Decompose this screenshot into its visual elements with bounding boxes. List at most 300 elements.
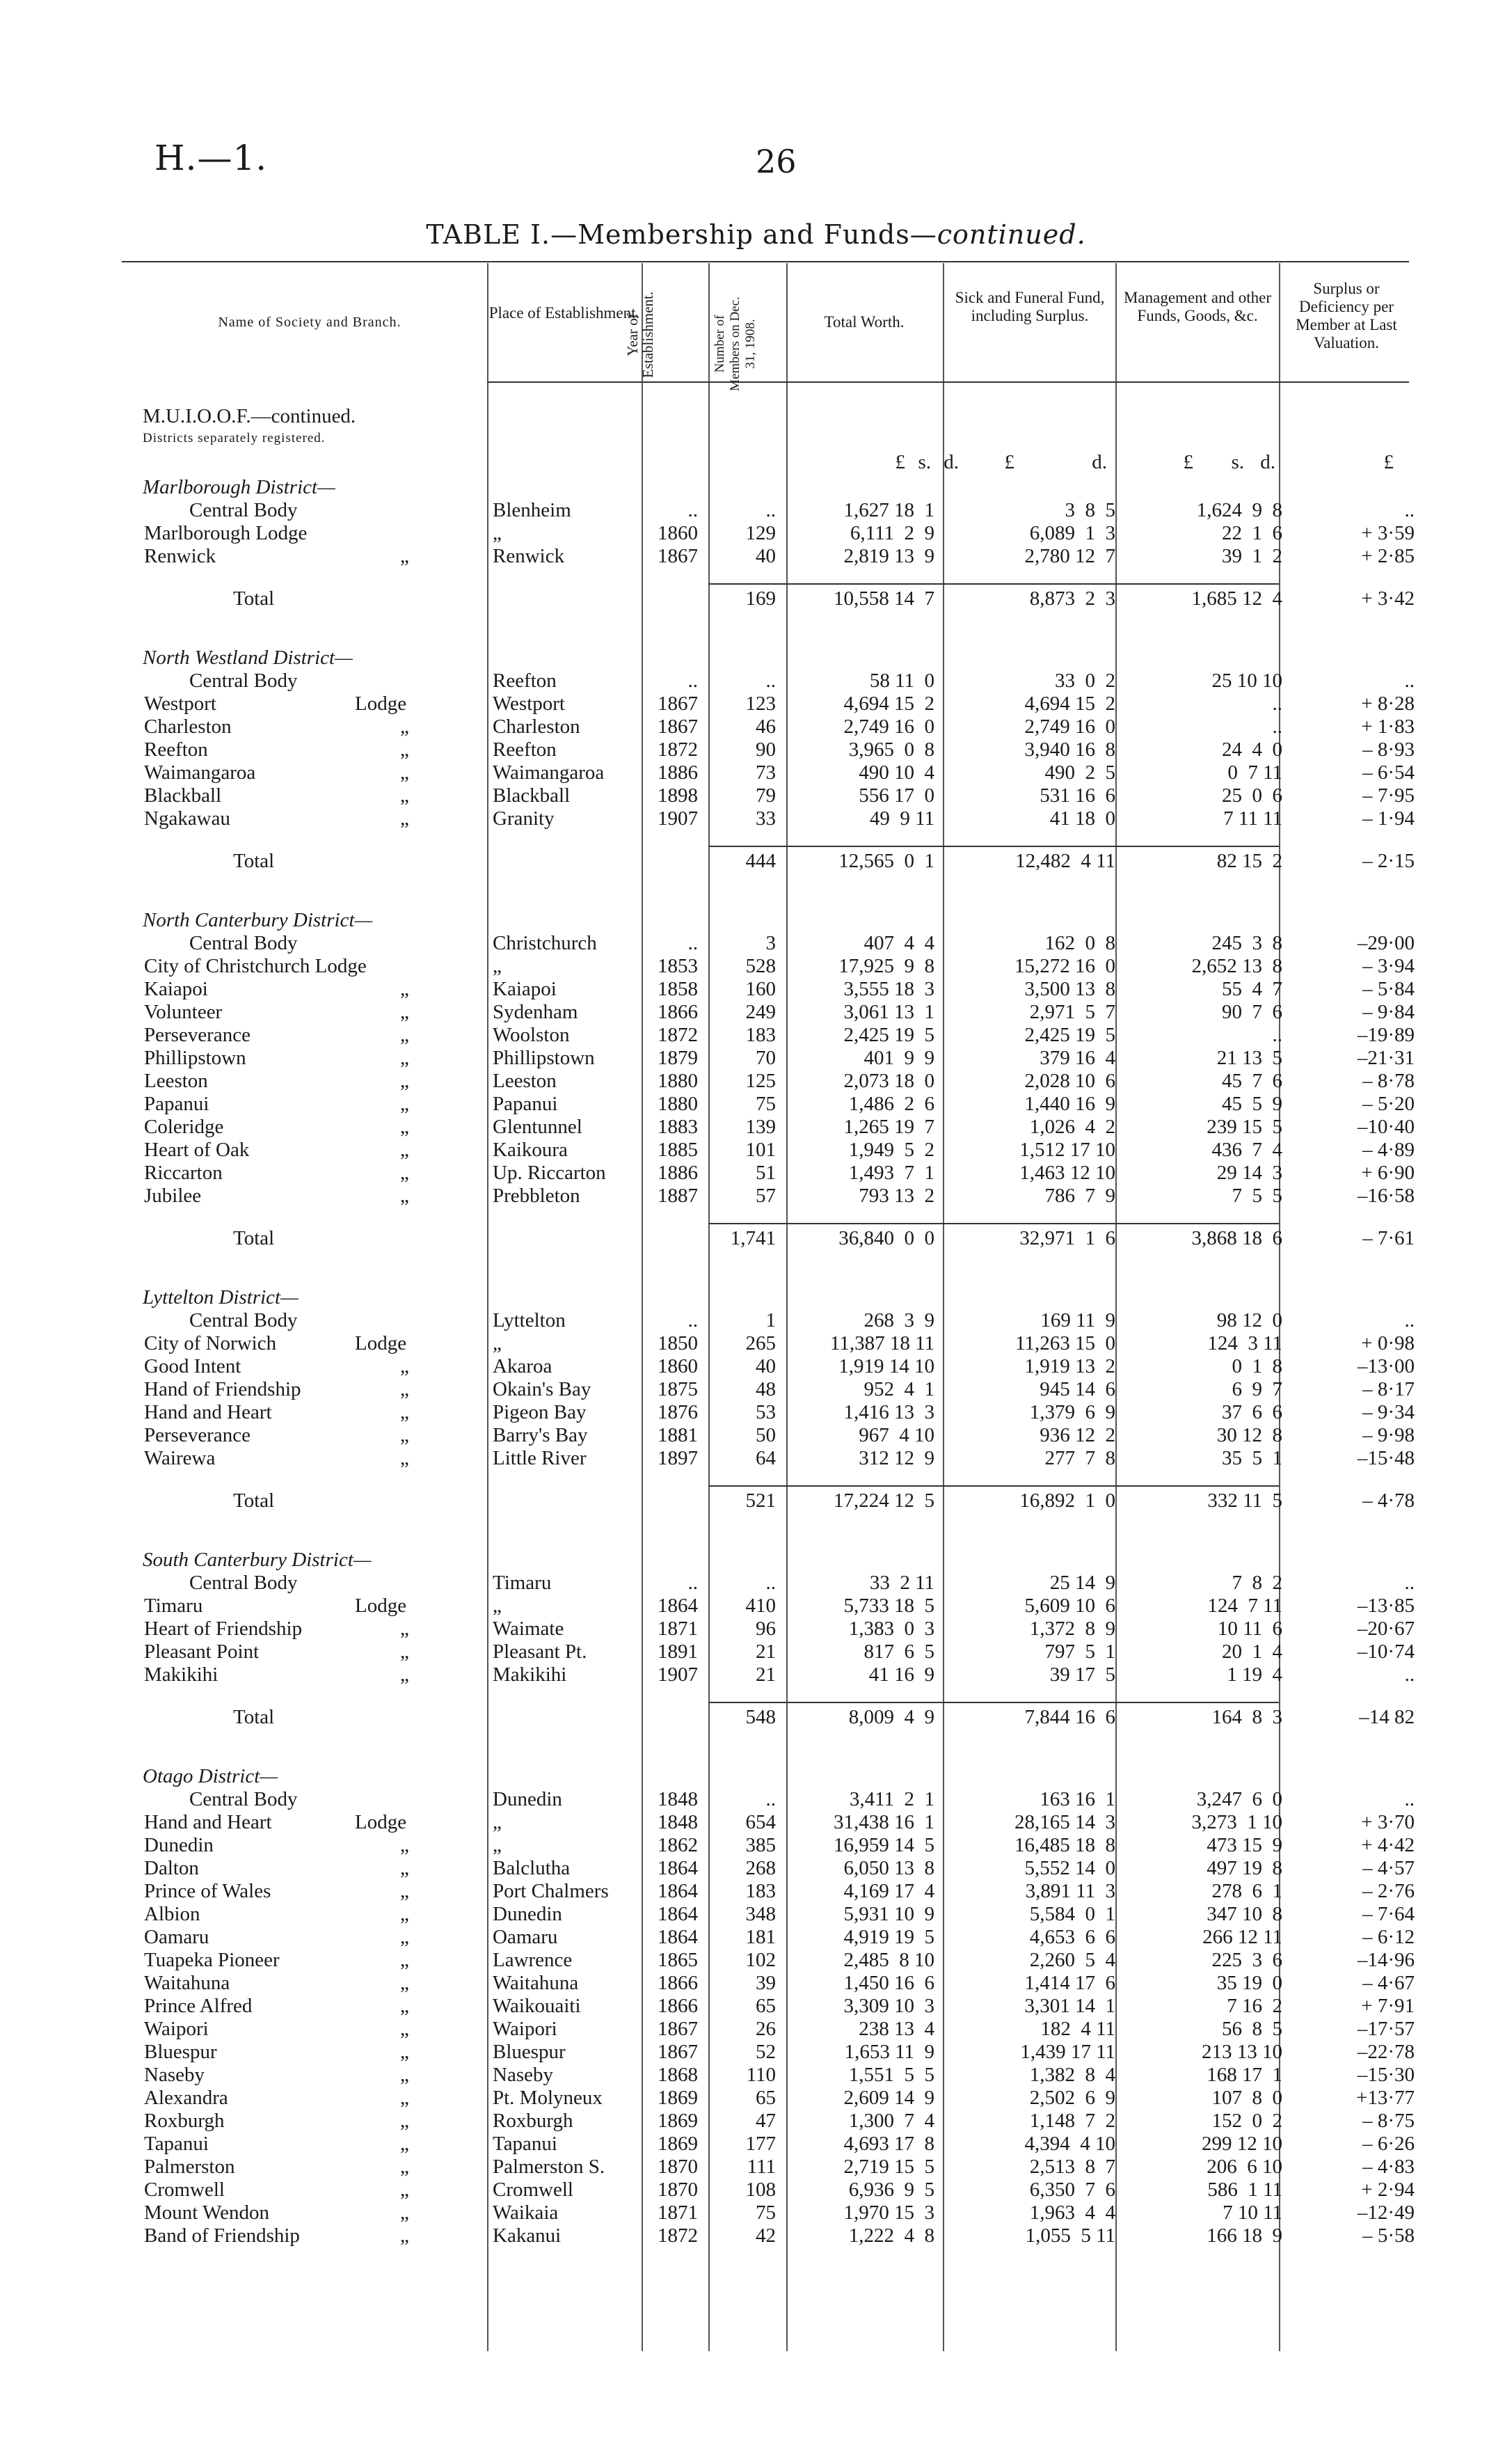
col-total-header: Total Worth. [824,313,905,331]
surplus-per-member: .. [1404,499,1415,521]
branch-name: Central Body [189,499,298,521]
year-established: 1886 [658,761,698,784]
sick-funeral-fund: 2,513 8 7 [1029,2156,1115,2178]
member-count: 160 [745,978,776,1000]
lodge-marker: „ [400,2133,409,2155]
surplus-per-member: –29·00 [1357,932,1415,954]
total-rule [943,846,1115,847]
sick-funeral-fund: 490 2 5 [1044,761,1115,784]
branch-name: Leeston [144,1070,208,1092]
year-established: 1898 [658,784,698,807]
branch-name: Oamaru [144,1926,209,1948]
year-established: .. [687,499,698,521]
surplus-per-member: – 5·58 [1362,2224,1415,2247]
table-row [0,784,1512,807]
districts-line [0,430,1512,447]
sick-funeral-fund: 945 14 6 [1040,1378,1115,1400]
management-fund: 3,273 1 10 [1191,1811,1282,1833]
member-count: 79 [756,784,776,807]
lodge-marker: „ [400,2018,409,2040]
total-worth: 2,485 8 10 [843,1949,934,1971]
year-established: 1879 [658,1047,698,1069]
place-of-establishment: Oamaru [493,1926,558,1948]
table-row [0,807,1512,830]
district-heading-row [0,1286,1512,1309]
total-worth: 1,949 5 2 [848,1139,934,1161]
management-fund: 7 10 11 [1223,2202,1282,2224]
table-row [0,1857,1512,1880]
total-worth: 1,919 14 10 [838,1355,934,1377]
lodge-marker: „ [400,1001,409,1023]
district-heading: South Canterbury District— [143,1549,372,1571]
total-worth: 17,925 9 8 [838,955,934,977]
branch-name: Makikihi [144,1663,218,1686]
management-fund: 25 0 6 [1222,784,1282,807]
lodge-marker: „ [400,1139,409,1161]
total-rule [943,1485,1115,1487]
lodge-marker: „ [400,545,409,567]
lodge-marker: „ [400,716,409,738]
year-established: 1866 [658,1001,698,1023]
place-of-establishment: Makikihi [493,1663,567,1686]
branch-name: Hand and Heart [144,1811,272,1833]
table-row [0,1001,1512,1024]
col-year-header: Year of Establishment. [624,291,656,379]
branch-name: City of Christchurch Lodge [144,955,367,977]
management-fund: .. [1272,716,1282,738]
table-row [0,2179,1512,2202]
sick-funeral-fund: 28,165 14 3 [1014,1811,1115,1833]
total-row [0,587,1512,610]
sick-funeral-fund: 1,382 8 4 [1029,2064,1115,2086]
total-worth: 17,224 12 5 [834,1489,934,1512]
sick-funeral-fund: 1,379 6 9 [1029,1401,1115,1423]
year-established: 1867 [658,545,698,567]
member-count: 125 [745,1070,776,1092]
table-row [0,670,1512,693]
lodge-marker: „ [400,1949,409,1971]
branch-name: Renwick [144,545,216,567]
surplus-per-member: –15·30 [1357,2064,1415,2086]
table-row [0,2224,1512,2247]
management-fund: 1,624 9 8 [1196,499,1282,521]
lodge-marker: „ [400,1093,409,1115]
lodge-marker: „ [400,761,409,784]
place-of-establishment: Waipori [493,2018,557,2040]
branch-name: Prince of Wales [144,1880,271,1902]
total-worth: 11,387 18 11 [829,1332,934,1354]
district-heading-row [0,1765,1512,1788]
sick-funeral-fund: 11,263 15 0 [1015,1332,1115,1354]
place-of-establishment: Tapanui [493,2133,557,2155]
table-row [0,1024,1512,1047]
place-of-establishment: „ [493,1332,502,1354]
place-of-establishment: Dunedin [493,1788,562,1810]
total-worth: 12,565 0 1 [838,850,934,872]
branch-name: Dalton [144,1857,199,1879]
table-row [0,1995,1512,2018]
branch-name: Ngakawau [144,807,231,830]
member-count: 73 [756,761,776,784]
management-fund: 20 1 4 [1222,1641,1282,1663]
unit-s: s. [918,451,931,473]
total-rule [1115,1223,1279,1224]
surplus-per-member: – 1·94 [1362,807,1415,830]
member-count: 123 [745,693,776,715]
total-worth: 3,965 0 8 [848,738,934,761]
branch-name: Waimangaroa [144,761,256,784]
surplus-per-member: – 3·94 [1362,955,1415,977]
surplus-per-member: – 4·89 [1362,1139,1415,1161]
year-established: 1866 [658,1972,698,1994]
total-worth: 3,309 10 3 [843,1995,934,2017]
sick-funeral-fund: 1,148 7 2 [1029,2110,1115,2132]
year-established: 1871 [658,2202,698,2224]
table-row [0,1162,1512,1185]
surplus-per-member: – 4·83 [1362,2156,1415,2178]
management-fund: 45 5 9 [1222,1093,1282,1115]
total-rule [708,1223,786,1224]
total-rule [1115,583,1279,585]
management-fund: 29 14 3 [1216,1162,1282,1184]
year-established: 1864 [658,1926,698,1948]
branch-name: Good Intent [144,1355,241,1377]
member-count: 111 [747,2156,776,2178]
member-count: 47 [756,2110,776,2132]
total-worth: 10,558 14 7 [834,587,934,610]
lodge-marker: „ [400,1024,409,1046]
member-count: .. [765,1788,776,1810]
lodge-marker: „ [400,978,409,1000]
sick-funeral-fund: 162 0 8 [1044,932,1115,954]
management-fund: 166 18 9 [1207,2224,1282,2247]
table-row [0,1093,1512,1116]
sick-funeral-fund: 2,502 6 9 [1029,2087,1115,2109]
lodge-marker: „ [400,2179,409,2201]
management-fund: 239 15 5 [1207,1116,1282,1138]
management-fund: 30 12 8 [1216,1424,1282,1446]
sick-funeral-fund: 2,425 19 5 [1024,1024,1115,1046]
total-worth: 1,486 2 6 [848,1093,934,1115]
table-title [0,219,1512,250]
management-fund: 225 3 6 [1211,1949,1282,1971]
member-count: 90 [756,738,776,761]
year-established: 1864 [658,1903,698,1925]
total-label: Total [233,1706,275,1728]
sick-funeral-fund: 3,500 13 8 [1024,978,1115,1000]
member-count: 101 [745,1139,776,1161]
member-count: 129 [745,522,776,544]
lodge-marker: „ [400,2156,409,2178]
management-fund: 35 19 0 [1216,1972,1282,1994]
total-worth: 2,749 16 0 [843,716,934,738]
total-worth: 8,009 4 9 [848,1706,934,1728]
table-row [0,978,1512,1001]
lodge-marker: „ [400,1355,409,1377]
year-established: 1880 [658,1070,698,1092]
branch-name: Waitahuna [144,1972,230,1994]
place-of-establishment: Christchurch [493,932,597,954]
place-of-establishment: Timaru [493,1572,552,1594]
surplus-per-member: – 4·57 [1362,1857,1415,1879]
sick-funeral-fund: 3 8 5 [1065,499,1115,521]
place-of-establishment: Reefton [493,670,557,692]
member-count: 528 [745,955,776,977]
place-of-establishment: Leeston [493,1070,557,1092]
table-row [0,522,1512,545]
total-worth: 4,919 19 5 [843,1926,934,1948]
top-rule [122,261,1409,262]
management-fund: 56 8 5 [1222,2018,1282,2040]
year-established: 1850 [658,1332,698,1354]
total-worth: 1,416 13 3 [843,1401,934,1423]
total-worth: 2,819 13 9 [843,545,934,567]
year-established: 1853 [658,955,698,977]
surplus-per-member: –22·78 [1357,2041,1415,2063]
management-fund: 22 1 6 [1222,522,1282,544]
member-count: 39 [756,1972,776,1994]
order-title: M.U.I.O.O.F.—continued. [143,405,356,427]
surplus-per-member: –13·00 [1357,1355,1415,1377]
member-count: 249 [745,1001,776,1023]
total-worth: 6,050 13 8 [843,1857,934,1879]
place-of-establishment: Blackball [493,784,571,807]
branch-name: Reefton [144,738,208,761]
total-worth: 967 4 10 [859,1424,934,1446]
year-established: 1869 [658,2110,698,2132]
branch-name: Perseverance [144,1024,250,1046]
sick-funeral-fund: 1,055 5 11 [1025,2224,1115,2247]
total-worth: 1,222 4 8 [848,2224,934,2247]
total-rule [786,1485,943,1487]
year-established: 1875 [658,1378,698,1400]
year-established: 1868 [658,2064,698,2086]
table-row [0,2087,1512,2110]
member-count: .. [765,670,776,692]
member-count: 21 [756,1663,776,1686]
lodge-marker: „ [400,1880,409,1902]
management-fund: 168 17 1 [1207,2064,1282,2086]
branch-name: Volunteer [144,1001,223,1023]
year-established: 1860 [658,1355,698,1377]
sick-funeral-fund: 16,892 1 0 [1019,1489,1115,1512]
surplus-per-member: –20·67 [1357,1618,1415,1640]
total-worth: 58 11 0 [869,670,934,692]
year-established: 1860 [658,522,698,544]
year-established: .. [687,1309,698,1331]
table-title-main: TABLE I.—Membership and Funds— [426,219,937,250]
table-row [0,693,1512,716]
total-worth: 1,627 18 1 [843,499,934,521]
branch-name: Waipori [144,2018,209,2040]
management-fund: 124 3 11 [1207,1332,1282,1354]
place-of-establishment: „ [493,522,502,544]
management-fund: 586 1 11 [1207,2179,1282,2201]
surplus-per-member: – 6·26 [1362,2133,1415,2155]
branch-name: Central Body [189,670,298,692]
branch-name: Phillipstown [144,1047,246,1069]
table-row [0,955,1512,978]
place-of-establishment: Waimangaroa [493,761,605,784]
surplus-per-member: –13·85 [1357,1595,1415,1617]
unit-pound-mgmt: £ [1183,451,1193,473]
table-row [0,1355,1512,1378]
management-fund: 0 1 8 [1232,1355,1282,1377]
table-row [0,1811,1512,1834]
total-worth: 1,493 7 1 [848,1162,934,1184]
lodge-marker: „ [400,807,409,830]
branch-name: Band of Friendship [144,2224,300,2247]
table-row [0,1595,1512,1618]
management-fund: 213 13 10 [1202,2041,1282,2063]
surplus-per-member: – 8·78 [1362,1070,1415,1092]
surplus-per-member: –16·58 [1357,1185,1415,1207]
total-worth: 268 3 9 [864,1309,934,1331]
management-fund: 21 13 5 [1216,1047,1282,1069]
total-rule [708,583,786,585]
member-count: 50 [756,1424,776,1446]
table-row [0,1116,1512,1139]
place-of-establishment: „ [493,955,502,977]
surplus-per-member: .. [1404,1572,1415,1594]
branch-name: Mount Wendon [144,2202,269,2224]
management-fund: 3,247 6 0 [1196,1788,1282,1810]
total-label: Total [233,1489,275,1512]
surplus-per-member: + 4·42 [1361,1834,1415,1856]
table-row [0,932,1512,955]
lodge-marker: Lodge [355,1811,407,1833]
total-rule [943,583,1115,585]
year-established: 1867 [658,716,698,738]
member-count: 70 [756,1047,776,1069]
surplus-per-member: +13·77 [1355,2087,1415,2109]
member-count: 65 [756,2087,776,2109]
surplus-per-member: – 4·78 [1362,1489,1415,1512]
management-fund: 107 8 0 [1211,2087,1282,2109]
lodge-marker: „ [400,1185,409,1207]
table-row [0,1903,1512,1926]
surplus-per-member: –19·89 [1357,1024,1415,1046]
year-established: 1867 [658,2018,698,2040]
year-established: 1864 [658,1857,698,1879]
table-row [0,1618,1512,1641]
member-count: 348 [745,1903,776,1925]
management-fund: 347 10 8 [1207,1903,1282,1925]
member-count: 3 [765,932,776,954]
place-of-establishment: Phillipstown [493,1047,595,1069]
sick-funeral-fund: 15,272 16 0 [1014,955,1115,977]
sick-funeral-fund: 41 18 0 [1049,807,1115,830]
surplus-per-member: – 6·54 [1362,761,1415,784]
table-row [0,1949,1512,1972]
branch-name: Hand and Heart [144,1401,272,1423]
total-worth: 3,555 18 3 [843,978,934,1000]
total-rule [708,1485,786,1487]
management-fund: 266 12 11 [1202,1926,1282,1948]
management-fund: 98 12 0 [1216,1309,1282,1331]
member-count: 75 [756,1093,776,1115]
surplus-per-member: – 5·20 [1362,1093,1415,1115]
table-row [0,1663,1512,1686]
member-count: 444 [745,850,776,872]
table-row [0,1047,1512,1070]
lodge-marker: „ [400,2041,409,2063]
member-count: 385 [745,1834,776,1856]
branch-name: City of Norwich [144,1332,277,1354]
place-of-establishment: Blenheim [493,499,571,521]
year-established: 1862 [658,1834,698,1856]
surplus-per-member: + 7·91 [1361,1995,1415,2017]
lodge-marker: „ [400,2110,409,2132]
lodge-marker: „ [400,738,409,761]
table-title-continued: continued. [937,219,1086,250]
management-fund: 436 7 4 [1211,1139,1282,1161]
lodge-marker: „ [400,1641,409,1663]
surplus-per-member: –21·31 [1357,1047,1415,1069]
col-mgmt-header: Management and other Funds, Goods, &c. [1123,289,1272,324]
unit-pound-sick: £ [1004,451,1014,473]
sick-funeral-fund: 169 11 9 [1040,1309,1115,1331]
member-count: .. [765,1572,776,1594]
sick-funeral-fund: 5,584 0 1 [1029,1903,1115,1925]
surplus-per-member: + 6·90 [1361,1162,1415,1184]
table-row [0,1572,1512,1595]
sick-funeral-fund: 1,440 16 9 [1024,1093,1115,1115]
total-worth: 817 6 5 [864,1641,934,1663]
unit-pound-surplus: £ [1383,451,1394,473]
branch-name: Roxburgh [144,2110,225,2132]
place-of-establishment: Woolston [493,1024,570,1046]
branch-name: Pleasant Point [144,1641,260,1663]
col-sick-header: Sick and Funeral Fund, including Surplus. [955,289,1105,324]
district-heading: Marlborough District— [143,476,335,498]
unit-d-sick: d. [1092,451,1107,473]
branch-name: Naseby [144,2064,205,2086]
order-line [0,405,1512,428]
lodge-marker: „ [400,2202,409,2224]
branch-name: Coleridge [144,1116,224,1138]
lodge-marker: „ [400,1834,409,1856]
surplus-per-member: .. [1404,1309,1415,1331]
total-rule [1115,846,1279,847]
lodge-marker: „ [400,1972,409,1994]
management-fund: 152 0 2 [1211,2110,1282,2132]
total-worth: 1,265 19 7 [843,1116,934,1138]
total-worth: 490 10 4 [859,761,934,784]
member-count: 108 [745,2179,776,2201]
total-rule [786,1223,943,1224]
place-of-establishment: Okain's Bay [493,1378,591,1400]
place-of-establishment: Kakanui [493,2224,562,2247]
lodge-marker: „ [400,2224,409,2247]
branch-name: Tapanui [144,2133,209,2155]
member-count: 268 [745,1857,776,1879]
surplus-per-member: + 0·98 [1361,1332,1415,1354]
year-established: 1848 [658,1811,698,1833]
branch-name: Central Body [189,932,298,954]
table-row [0,499,1512,522]
surplus-per-member: + 2·94 [1361,2179,1415,2201]
col-surplus-header: Surplus or Deficiency per Member at Last Valuation. [1296,280,1397,351]
district-heading-row [0,909,1512,932]
branch-name: Riccarton [144,1162,223,1184]
lodge-marker: Lodge [355,1595,407,1617]
sick-funeral-fund: 163 16 1 [1040,1788,1115,1810]
member-count: .. [765,499,776,521]
surplus-per-member: – 9·34 [1362,1401,1415,1423]
management-fund: 3,868 18 6 [1191,1227,1282,1249]
surplus-per-member: – 5·84 [1362,978,1415,1000]
